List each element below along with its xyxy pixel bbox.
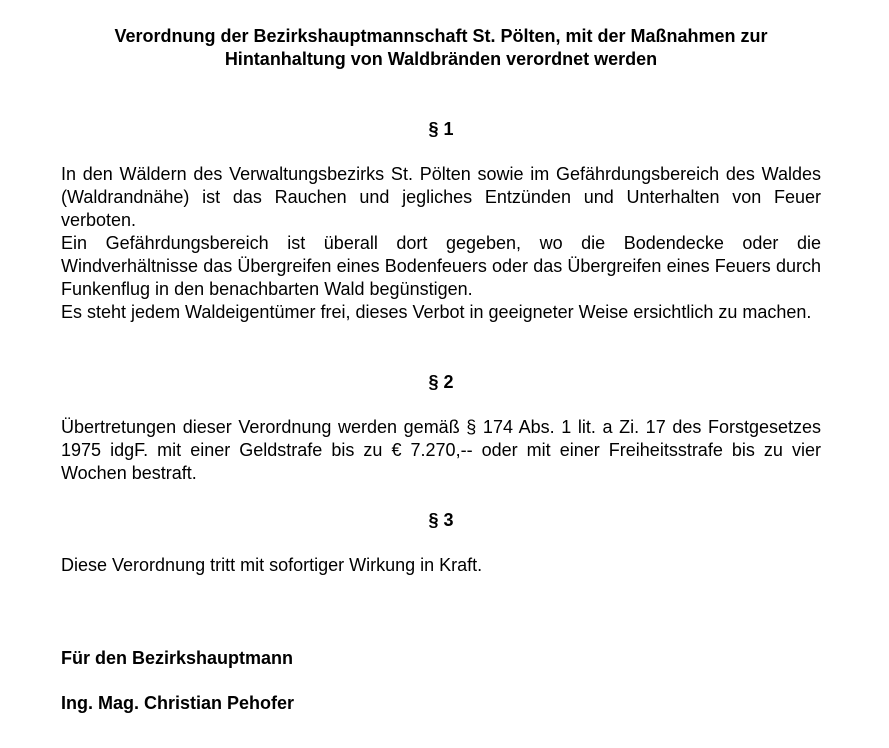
section-1-paragraph-2: Ein Gefährdungsbereich ist überall dort gegeben, wo die Bodendecke oder die Windverhältnisse das Übergreifen eines Bodenfeuers oder das Übergreifen eines Feuers durch Funkenflug in den benachbarten Wald begünstigen.: [61, 233, 821, 299]
section-1-paragraph-1: In den Wäldern des Verwaltungsbezirks St. Pölten sowie im Gefährdungsbereich des Waldes (Waldrandnähe) ist das Rauchen und jegliches Entzünden und Unterhalten von Feuer verboten.: [61, 164, 821, 230]
section-2-paragraph-1: Übertretungen dieser Verordnung werden gemäß § 174 Abs. 1 lit. a Zi. 17 des Forstgesetzes 1975 idgF. mit einer Geldstrafe bis zu € 7.270,-- oder mit einer Freiheitsstrafe bis zu vier Wochen bestraft.: [61, 417, 821, 483]
section-2-body: [61, 416, 821, 485]
title-line-1: Verordnung der Bezirkshauptmannschaft St. Pölten, mit der Maßnahmen zur: [114, 26, 768, 46]
section-1-heading: § 1: [428, 119, 454, 139]
section-3-heading: § 3: [428, 510, 454, 530]
title-line-2: Hintanhaltung von Waldbränden verordnet werden: [224, 49, 658, 69]
section-2-heading: § 2: [428, 372, 454, 392]
document-title: [40, 25, 842, 71]
signature-name: Ing. Mag. Christian Pehofer: [61, 693, 295, 713]
section-1-body: [61, 163, 821, 324]
section-3-body: [61, 554, 821, 577]
signature-authority: Für den Bezirkshauptmann: [61, 648, 294, 668]
section-1-paragraph-3: Es steht jedem Waldeigentümer frei, dieses Verbot in geeigneter Weise ersichtlich zu machen.: [61, 302, 812, 322]
section-3-paragraph-1: Diese Verordnung tritt mit sofortiger Wirkung in Kraft.: [61, 555, 483, 575]
